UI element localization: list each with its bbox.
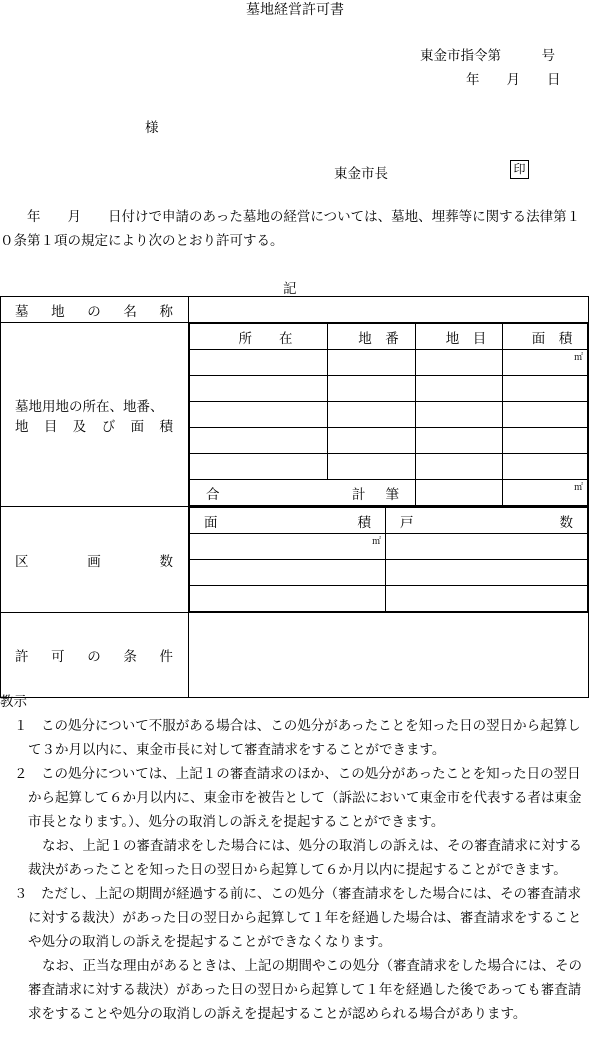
body-text: 年 月 日付けで申請のあった墓地の経営については、墓地、埋葬等に関する法律第１０条第１項の規定により次のとおり許可する。 [0,209,581,249]
unit-sqm: ㎡ [503,480,588,506]
total-label: 合 計 [206,486,366,503]
document-number: 東金市指令第 号 [420,48,555,64]
notice-heading: 教示 [0,694,27,710]
land-header-row [190,324,588,350]
plot-header-row [190,508,588,534]
header-land-category: 地 目 [416,324,503,350]
row-cemetery-name [1,297,589,323]
notice-item-2-note: なお、上記１の審査請求をした場合には、処分の取消しの訴えは、その審査請求に対する裁決があったことを知った日の翌日から起算して６か月以内に提起することができます。 [28,838,582,878]
unit-sqm: ㎡ [190,534,386,560]
plot-row [190,586,588,612]
land-total-row [190,480,588,506]
land-label: 墓地用地の所在、地番、 地 目 及 び 面 積 [1,323,189,507]
land-row [190,402,588,428]
header-area: 面 積 [503,324,588,350]
plot-row [190,534,588,560]
issuer-name: 東金市長 [334,166,388,182]
cemetery-name-label: 墓 地 の 名 称 [1,297,189,323]
notice-item-2: ２ この処分については、上記１の審査請求のほか、この処分があったことを知った日の翌日から起算して６か月以内に、東金市を被告として（訴訟において東金市を代表する者は東金市長となります。）、処分の取消しの訴えを提起することができます。 [14,766,582,830]
cemetery-name-value [189,297,589,323]
notice-section [0,690,590,1026]
land-subtable [189,323,588,506]
land-row [190,376,588,402]
conditions-value [189,613,589,698]
header-lot-number: 地 番 [328,324,416,350]
permit-table [0,296,589,698]
document-date: 年 月 日 [466,72,561,88]
plot-count-label: 区 画 数 [1,507,189,613]
header-plot-area: 面 積 [190,508,386,534]
ki-heading: 記 [283,281,297,297]
land-row [190,454,588,480]
notice-item-1: １ この処分について不服がある場合は、この処分があったことを知った日の翌日から起算して３か月以内に、東金市長に対して審査請求をすることができます。 [14,718,581,758]
addressee-suffix: 様 [145,120,159,136]
land-row [190,350,588,376]
seal-mark [510,160,529,179]
header-location: 所 在 [190,324,328,350]
row-conditions [1,613,589,698]
plot-row [190,560,588,586]
notice-item-3: ３ ただし、上記の期間が経過する前に、この処分（審査請求をした場合には、その審査請求に対する裁決）があった日の翌日から起算して１年を経過した場合は、審査請求をすることや処分の取消しの訴えを提起することができなくなります。 [14,886,582,950]
conditions-label: 許 可 の 条 件 [1,613,189,698]
row-plot-count [1,507,589,613]
seal-label: 印 [510,160,529,179]
document-title: 墓地経営許可書 [246,2,344,18]
row-land [1,323,589,507]
notice-item-3-note: なお、正当な理由があるときは、上記の期間やこの処分（審査請求をした場合には、その審査請求に対する裁決）があった日の翌日から起算して１年を経過した後であっても審査請求をすることや処分の取消しの訴えを提起することが認められる場合があります。 [28,958,582,1022]
plot-subtable [189,507,588,612]
land-row [190,428,588,454]
header-household-count: 戸 数 [386,508,588,534]
parcel-label: 筆 [385,486,399,503]
unit-sqm: ㎡ [503,350,588,376]
